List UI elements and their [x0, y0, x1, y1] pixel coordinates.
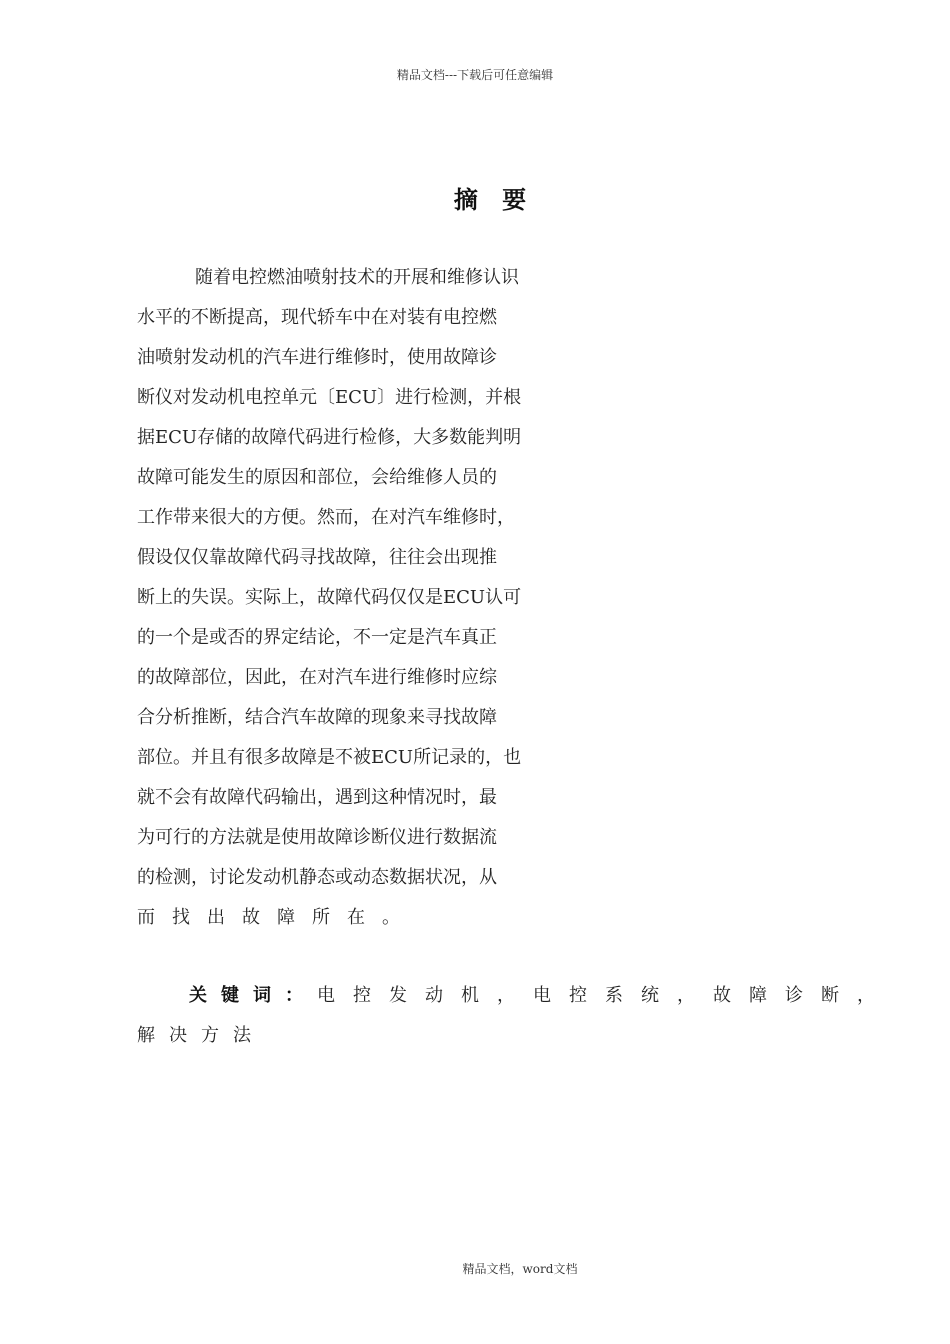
abstract-line: 就不会有故障代码输出，遇到这种情况时，最	[137, 787, 497, 808]
page-header: 精品文档---下载后可任意编辑	[396, 68, 554, 82]
keywords-block	[137, 976, 893, 1056]
abstract-body	[137, 258, 833, 938]
document-title: 摘 要	[453, 185, 535, 214]
keywords-label: 关键词：	[189, 985, 317, 1006]
abstract-line: 假设仅仅靠故障代码寻找故障，往往会出现推	[137, 547, 497, 568]
abstract-line: 部位。并且有很多故障是不被ECU所记录的，也	[137, 747, 522, 768]
abstract-line: 的故障部位，因此，在对汽车进行维修时应综	[137, 667, 497, 688]
keywords-values: 电控发动机，电控系统，故障诊断，	[317, 985, 893, 1006]
page-footer: 精品文档，word文档	[462, 1262, 578, 1276]
abstract-line: 的一个是或否的界定结论，不一定是汽车真正	[137, 627, 497, 648]
keywords-line-1	[137, 976, 893, 1016]
keywords-line-2: 解决方法	[137, 1025, 265, 1046]
abstract-line: 工作带来很大的方便。然而，在对汽车维修时，	[137, 507, 515, 528]
abstract-line: 随着电控燃油喷射技术的开展和维修认识	[195, 267, 519, 288]
abstract-line: 水平的不断提高，现代轿车中在对装有电控燃	[137, 307, 497, 328]
abstract-line: 而找出故障所在。	[137, 907, 417, 928]
abstract-line: 故障可能发生的原因和部位，会给维修人员的	[137, 467, 497, 488]
abstract-line: 合分析推断，结合汽车故障的现象来寻找故障	[137, 707, 497, 728]
abstract-line: 断上的失误。实际上，故障代码仅仅是ECU认可	[137, 587, 522, 608]
abstract-line: 的检测，讨论发动机静态或动态数据状况，从	[137, 867, 497, 888]
abstract-line: 据ECU存储的故障代码进行检修，大多数能判明	[137, 427, 522, 448]
abstract-line: 油喷射发动机的汽车进行维修时，使用故障诊	[137, 347, 497, 368]
abstract-line: 为可行的方法就是使用故障诊断仪进行数据流	[137, 827, 497, 848]
abstract-line: 断仪对发动机电控单元〔ECU〕进行检测，并根	[137, 387, 522, 408]
